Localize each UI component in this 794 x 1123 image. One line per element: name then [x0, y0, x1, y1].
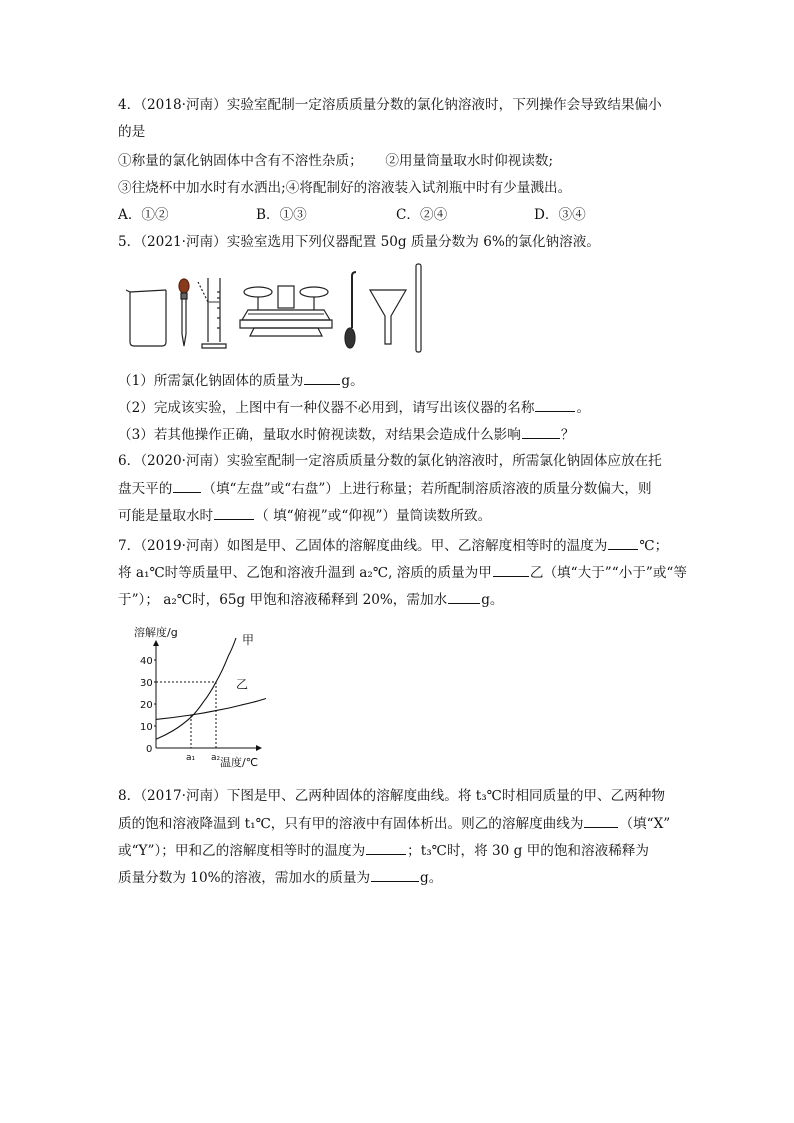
q5-sub2 — [118, 397, 590, 418]
q7-line2 — [118, 562, 687, 583]
q4-statement-2: ②用量筒量取水时仰视读数; — [385, 153, 554, 169]
q8-line1: 8．（2017·河南）下图是甲、乙两种固体的溶解度曲线。将 t₃℃时相同质量的甲、乙两种物 — [118, 788, 665, 804]
q7-blank-1[interactable] — [608, 535, 638, 550]
x-axis-arrow — [256, 745, 262, 751]
q6-line2 — [118, 478, 652, 499]
q8-line4-unit: g。 — [420, 870, 443, 886]
q4-option-c: C．②④ — [396, 207, 448, 223]
q5-sub3 — [118, 424, 574, 445]
q4-option-b: B．①③ — [256, 207, 307, 223]
q6-line1: 6．（2020·河南）实验室配制一定溶质质量分数的氯化钠溶液时，所需氯化钠固体应放在托 — [118, 453, 662, 469]
q5-sub1-blank[interactable] — [304, 370, 340, 385]
q7-blank-3[interactable] — [448, 589, 480, 604]
q5-stem: 5．（2021·河南）实验室选用下列仪器配置 50g 质量分数为 6%的氯化钠溶液。 — [118, 234, 600, 250]
q4-choice-line1 — [118, 151, 553, 171]
q6-line3-text-a: 可能是量取水时 — [118, 508, 214, 524]
balance-icon — [240, 286, 332, 336]
q4-statement-1: ①称量的氯化钠固体中含有不溶性杂质； — [118, 153, 363, 169]
x-tick-label: a₁ — [186, 753, 196, 763]
q5-sub3-end: ？ — [560, 427, 575, 443]
q6-line2-text-b: （填“左盘”或“右盘”）上进行称量；若所配制溶质溶液的质量分数偏大，则 — [202, 481, 652, 497]
q7-line1-text: 7．（2019·河南）如图是甲、乙固体的溶解度曲线。甲、乙溶解度相等时的温度为 — [118, 538, 608, 554]
series-label: 甲 — [242, 633, 255, 647]
q5-sub3-text: （3）若其他操作正确，量取水时俯视读数，对结果会造成什么影响 — [118, 427, 521, 443]
dropper-icon — [179, 279, 189, 346]
q5-sub1-unit: g。 — [341, 373, 364, 389]
q7-blank-2[interactable] — [493, 562, 529, 577]
q8-line2-text-a: 质的饱和溶液降温到 t₁℃，只有甲的溶液中有固体析出。则乙的溶解度曲线为 — [118, 816, 584, 832]
q7-solubility-chart — [128, 622, 288, 772]
q6-blank-2[interactable] — [214, 505, 254, 520]
q8-blank-3[interactable] — [371, 867, 419, 882]
y-tick-label: 0 — [146, 744, 153, 755]
q5-sub1-text: （1）所需氯化钠固体的质量为 — [118, 373, 304, 389]
q5-sub1 — [118, 370, 364, 391]
x-tick-label: a₂ — [211, 753, 221, 763]
q4-stem-line1: 4．（2018·河南）实验室配制一定溶质质量分数的氯化钠溶液时，下列操作会导致结果偏小 — [118, 97, 662, 113]
spoon-icon — [345, 272, 356, 348]
q7-line3 — [118, 589, 503, 610]
q8-blank-1[interactable] — [584, 813, 618, 828]
q8-line3-text-b: ；t₃℃时，将 30 g 甲的饱和溶液稀释为 — [407, 843, 649, 859]
q7-line2-text-b: 乙（填“大于”“小于”或“等 — [529, 565, 687, 581]
q8-line4 — [118, 867, 442, 888]
q5-sub3-blank[interactable] — [522, 424, 560, 439]
q5-apparatus-figure — [118, 262, 438, 358]
graduated-cylinder-icon — [198, 278, 226, 348]
q8-line3-text-a: 或“Y”）；甲和乙的溶解度相等时的温度为 — [118, 843, 366, 859]
series-label: 乙 — [236, 677, 249, 692]
y-tick-label: 40 — [140, 656, 153, 667]
beaker-icon — [126, 290, 166, 346]
q8-line2-text-b: （填“X” — [619, 816, 671, 832]
q8-line4-text: 质量分数为 10%的溶液，需加水的质量为 — [118, 870, 371, 886]
series-line-yi — [156, 699, 266, 720]
q7-line1-unit: ℃； — [639, 538, 669, 554]
q8-line2 — [118, 813, 670, 834]
funnel-icon — [370, 290, 406, 344]
q6-blank-1[interactable] — [173, 478, 201, 493]
q4-option-a: A．①② — [118, 207, 169, 223]
q4-choice-line2: ③往烧杯中加水时有水洒出;④将配制好的溶液装入试剂瓶中时有少量溅出。 — [118, 180, 572, 196]
x-axis-label: 温度/℃ — [220, 756, 259, 769]
y-tick-label: 20 — [140, 700, 153, 711]
q6-line3-text-b: （ 填“俯视”或“仰视”）量筒读数所致。 — [255, 508, 492, 524]
y-axis-label: 溶解度/g — [134, 626, 178, 639]
q5-sub2-text: （2）完成该实验，上图中有一种仪器不必用到，请写出该仪器的名称 — [118, 400, 535, 416]
q7-line3-unit: g。 — [481, 592, 504, 608]
q6-line3 — [118, 505, 491, 526]
y-tick-label: 10 — [140, 722, 153, 733]
q5-sub2-end: 。 — [576, 400, 591, 416]
q6-line2-text-a: 盘天平的 — [118, 481, 173, 497]
q7-line1 — [118, 535, 668, 556]
q8-line3 — [118, 840, 649, 861]
q4-option-d: D．③④ — [534, 207, 586, 223]
q7-line3-text: 于”）； a₂℃时，65g 甲饱和溶液稀释到 20%，需加水 — [118, 592, 448, 608]
q4-stem-line2: 的是 — [118, 124, 146, 140]
y-axis-arrow — [153, 640, 159, 646]
q5-sub2-blank[interactable] — [535, 397, 575, 412]
glass-rod-icon — [416, 264, 421, 352]
series-line-jia — [156, 638, 236, 739]
y-tick-label: 30 — [140, 678, 153, 689]
q8-blank-2[interactable] — [366, 840, 406, 855]
q7-line2-text-a: 将 a₁℃时等质量甲、乙饱和溶液升温到 a₂℃, 溶质的质量为甲 — [118, 565, 492, 581]
